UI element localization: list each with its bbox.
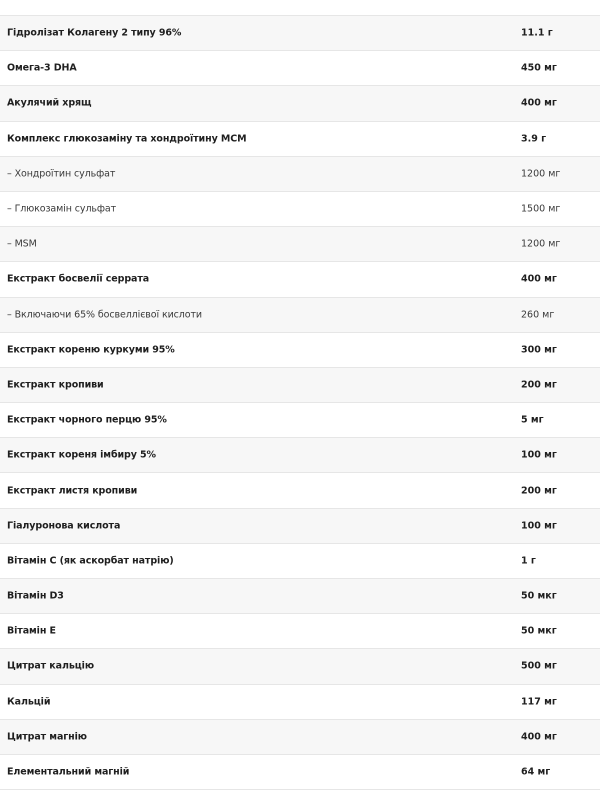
ingredient-name: Вітамін Е [7,625,56,637]
table-row [0,298,600,333]
ingredient-name: Екстракт кропиви [7,379,104,391]
nutrition-table [0,15,600,790]
ingredient-amount: 117 мг [521,696,557,708]
ingredient-amount: 1500 мг [521,203,561,215]
table-row [0,86,600,121]
ingredient-amount: 500 мг [521,660,557,672]
table-row [0,403,600,438]
table-row [0,544,600,579]
table-row [0,755,600,790]
ingredient-amount: 450 мг [521,62,557,74]
ingredient-amount: 11.1 г [521,27,553,39]
ingredient-amount: 5 мг [521,414,544,426]
ingredient-amount: 100 мг [521,449,557,461]
table-row [0,473,600,508]
ingredient-amount: 50 мкг [521,625,557,637]
table-row [0,122,600,157]
ingredient-name: Цитрат кальцію [7,660,94,672]
ingredient-amount: 1200 мг [521,238,561,250]
ingredient-amount: 300 мг [521,344,557,356]
ingredient-amount: 400 мг [521,273,557,285]
ingredient-amount: 50 мкг [521,590,557,602]
ingredient-name: Вітамін С (як аскорбат натрію) [7,555,174,567]
table-row [0,262,600,297]
ingredient-amount: 100 мг [521,520,557,532]
ingredient-name: – MSM [7,238,37,250]
table-row [0,227,600,262]
ingredient-amount: 260 мг [521,309,555,321]
ingredient-name: Екстракт чорного перцю 95% [7,414,167,426]
table-row [0,649,600,684]
table-row [0,438,600,473]
table-row [0,720,600,755]
table-row [0,51,600,86]
ingredient-name: Екстракт листя кропиви [7,485,138,497]
ingredient-amount: 1 г [521,555,536,567]
ingredient-name: – Глюкозамін сульфат [7,203,117,215]
ingredient-amount: 3.9 г [521,133,547,145]
table-row [0,579,600,614]
ingredient-name: Екстракт кореню куркуми 95% [7,344,175,356]
ingredient-amount: 200 мг [521,379,557,391]
table-row [0,368,600,403]
table-row [0,192,600,227]
ingredient-amount: 400 мг [521,97,557,109]
ingredient-amount: 1200 мг [521,168,561,180]
ingredient-amount: 400 мг [521,731,557,743]
ingredient-name: Гідролізат Колагену 2 типу 96% [7,27,182,39]
ingredient-name: Омега-3 DHA [7,62,77,74]
ingredient-name: Кальцій [7,696,51,708]
ingredient-name: Цитрат магнію [7,731,87,743]
ingredient-name: Акулячий хрящ [7,97,92,109]
table-row [0,614,600,649]
ingredient-amount: 200 мг [521,485,557,497]
ingredient-amount: 64 мг [521,766,551,778]
table-row [0,509,600,544]
ingredient-name: – Включаючи 65% босвеллієвої кислоти [7,309,203,321]
table-row [0,157,600,192]
ingredient-name: Комплекс глюкозаміну та хондроїтину MCM [7,133,247,145]
table-row [0,685,600,720]
ingredient-name: Екстракт кореня імбиру 5% [7,449,156,461]
ingredient-name: Вітамін D3 [7,590,64,602]
table-row [0,333,600,368]
ingredient-name: Екстракт босвелії серрата [7,273,150,285]
ingredient-name: Гіалуронова кислота [7,520,121,532]
ingredient-name: Елементальний магній [7,766,130,778]
ingredient-name: – Хондроїтин сульфат [7,168,116,180]
table-row [0,16,600,51]
